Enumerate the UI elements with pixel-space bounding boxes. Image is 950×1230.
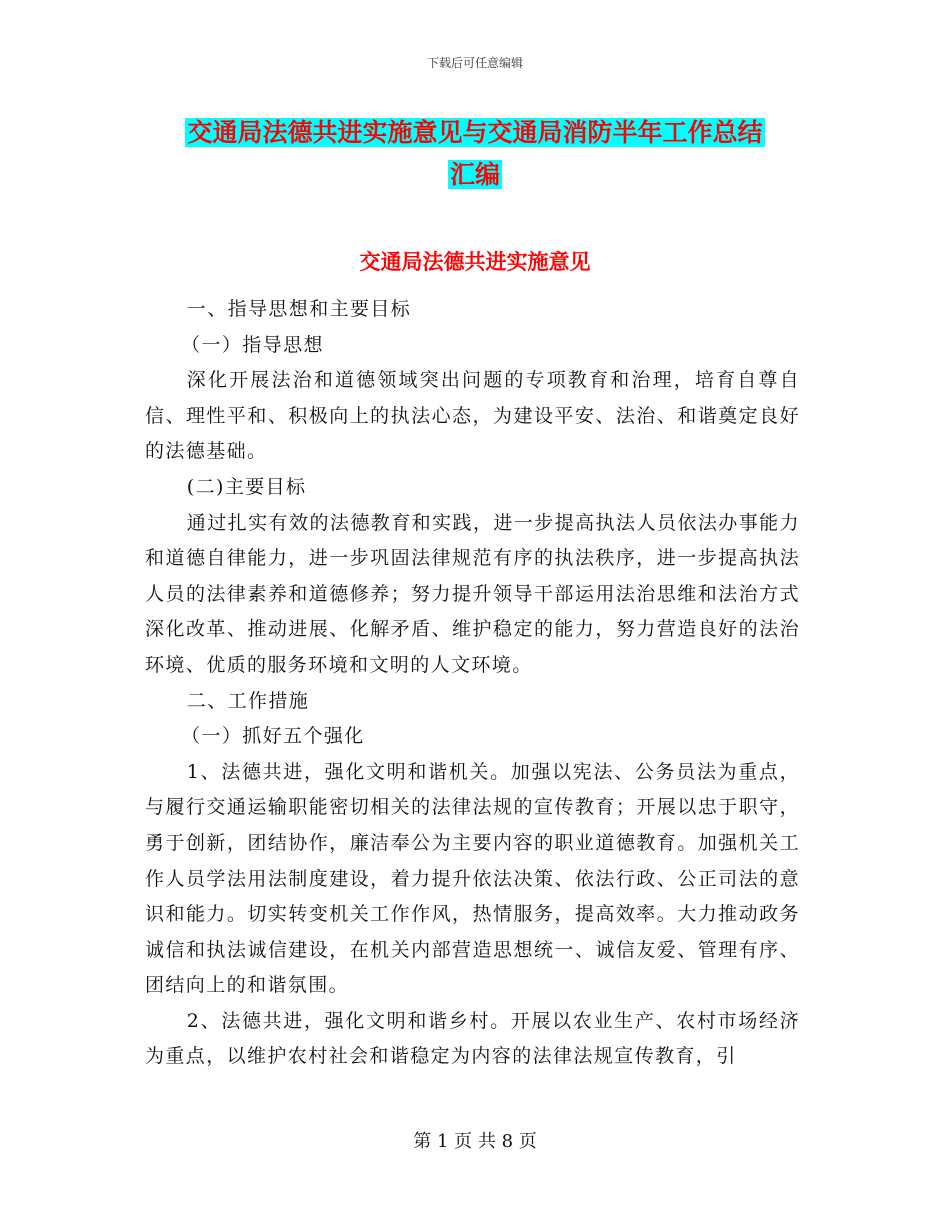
- subheading-guiding-thought: （一）指导思想: [181, 333, 324, 356]
- heading-guiding-principles: 一、指导思想和主要目标: [186, 298, 412, 320]
- paragraph-item-1: 1、法德共进，强化文明和谐机关。加强以宪法、公务员法为重点，与履行交通运输职能密切相关的法律法规的宣传教育；开展以忠于职守，勇于创新，团结协作，廉洁奉公为主要内容的职业道德教育。加强机关工作人员学法用法制度建设，着力提升依法决策、依法行政、公正司法的意识和能力。切实转变机关工作作风，热情服务，提高效率。大力推动政务诚信和执法诚信建设，在机关内部营造思想统一、诚信友爱、管理有序、团结向上的和谐氛围。: [145, 760, 800, 997]
- header-note: 下载后可任意编辑: [426, 56, 523, 70]
- title-line-1: 交通局法德共进实施意见与交通局消防半年工作总结: [187, 118, 763, 147]
- heading-work-measures: 二、工作措施: [186, 689, 310, 712]
- subheading-main-goals: (二)主要目标: [186, 475, 307, 498]
- paragraph-item-2: 2、法德共进，强化文明和谐乡村。开展以农业生产、农村市场经济为重点，以维护农村社会和谐稳定为内容的法律法规宣传教育，引: [145, 1009, 800, 1068]
- page-footer: 第 1 页 共 8 页: [413, 1131, 537, 1152]
- title-line-2: 汇编: [449, 160, 500, 189]
- document-body: [145, 292, 800, 1075]
- section-title: 交通局法德共进实施意见: [359, 249, 591, 274]
- document-title: [0, 112, 950, 196]
- paragraph-main-goals: 通过扎实有效的法德教育和实践，进一步提高执法人员依法办事能力和道德自律能力，进一步巩固法律规范有序的执法秩序，进一步提高执法人员的法律素养和道德修养；努力提升领导干部运用法治思维和法治方式深化改革、推动进展、化解矛盾、维护稳定的能力，努力营造良好的法治环境、优质的服务环境和文明的人文环境。: [145, 511, 800, 676]
- paragraph-guiding-thought: 深化开展法治和道德领域突出问题的专项教育和治理，培育自尊自信、理性平和、积极向上的执法心态，为建设平安、法治、和谐奠定良好的法德基础。: [145, 369, 800, 463]
- subheading-five-strengthenings: （一）抓好五个强化: [181, 725, 365, 748]
